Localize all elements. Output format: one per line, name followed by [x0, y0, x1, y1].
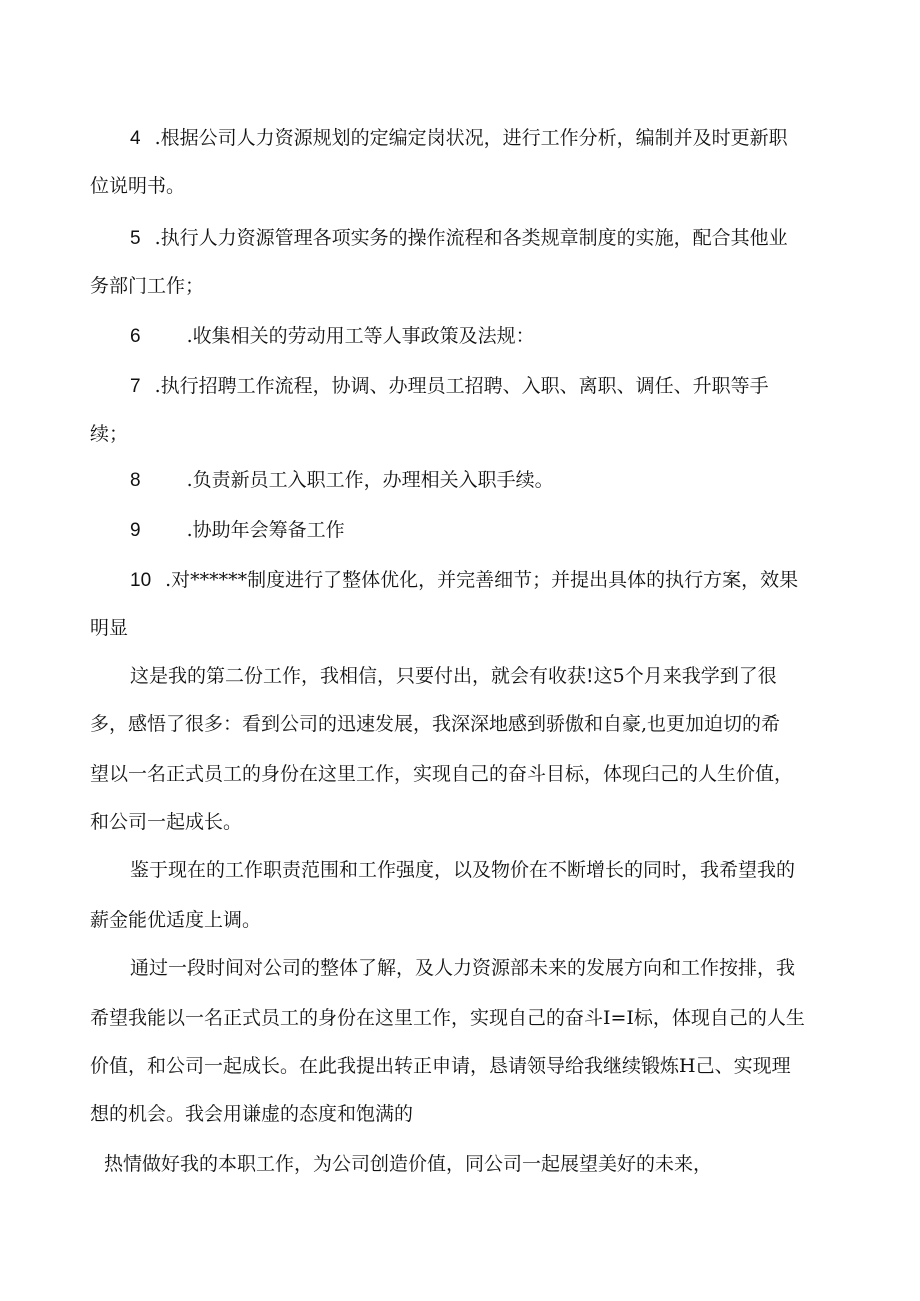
list-item-9 — [130, 518, 345, 543]
list-item-4 — [130, 126, 788, 151]
item-number: 10 — [130, 570, 152, 591]
item-text: .协助年会筹备工作 — [186, 519, 345, 541]
list-item-continuation: 明显 — [90, 617, 129, 639]
list-item-8 — [130, 468, 554, 493]
paragraph-line: 热情做好我的本职工作，为公司创造价值，同公司一起展望美好的未来， — [104, 1153, 713, 1175]
item-text: .执行人力资源管理各项实务的操作流程和各类规章制度的实施，配合其他业 — [154, 227, 788, 249]
paragraph-line: 鉴于现在的工作职责范围和工作强度，以及物价在不断增长的同时，我希望我的 — [130, 859, 796, 881]
paragraph-line: 和公司一起成长。 — [90, 811, 243, 833]
item-text: .收集相关的劳动用工等人事政策及法规： — [186, 325, 535, 347]
paragraph-line: 望以一名正式员工的身份在这里工作，实现自己的奋斗目标，体现臼己的人生价值， — [90, 763, 794, 785]
list-item-continuation: 务部门工作； — [90, 275, 205, 297]
item-text: .根据公司人力资源规划的定编定岗状况，进行工作分析，编制并及时更新职 — [154, 127, 788, 149]
item-number: 6 — [130, 326, 141, 347]
paragraph-line: 想的机会。我会用谦虚的态度和饱满的 — [90, 1103, 414, 1125]
item-number: 8 — [130, 470, 141, 491]
paragraph-line: 薪金能优适度上调。 — [90, 909, 262, 931]
item-text: .对******制度进行了整体优化，并完善细节；并提出具体的执行方案，效果 — [165, 569, 799, 591]
paragraph-line: 价值，和公司一起成长。在此我提出转正申请，恳请领导给我继续锻炼H己、实现理 — [90, 1055, 791, 1077]
list-item-7 — [130, 374, 769, 399]
paragraph-line: 通过一段时间对公司的整体了解，及人力资源部未来的发展方向和工作按排，我 — [130, 957, 796, 979]
paragraph-line: 这是我的第二份工作，我相信，只要付出，就会有收获!这5个月来我学到了很 — [130, 665, 777, 687]
item-number: 7 — [130, 376, 141, 397]
paragraph-line: 希望我能以一名正式员工的身份在这里工作，实现自己的奋斗I=I标，体现自己的人生 — [90, 1007, 805, 1029]
item-text: .负责新员工入职工作，办理相关入职手续。 — [186, 469, 554, 491]
item-text: .执行招聘工作流程，协调、办理员工招聘、入职、离职、调任、升职等手 — [154, 375, 769, 397]
list-item-continuation: 位说明书。 — [90, 175, 186, 197]
list-item-continuation: 续； — [90, 423, 129, 445]
item-number: 5 — [130, 228, 141, 249]
list-item-6 — [130, 324, 535, 349]
list-item-5 — [130, 226, 788, 251]
item-number: 4 — [130, 128, 141, 149]
list-item-10 — [130, 568, 798, 593]
item-number: 9 — [130, 520, 141, 541]
paragraph-line: 多，感悟了很多：看到公司的迅速发展，我深深地感到骄傲和自豪,也更加迫切的希 — [90, 713, 781, 735]
